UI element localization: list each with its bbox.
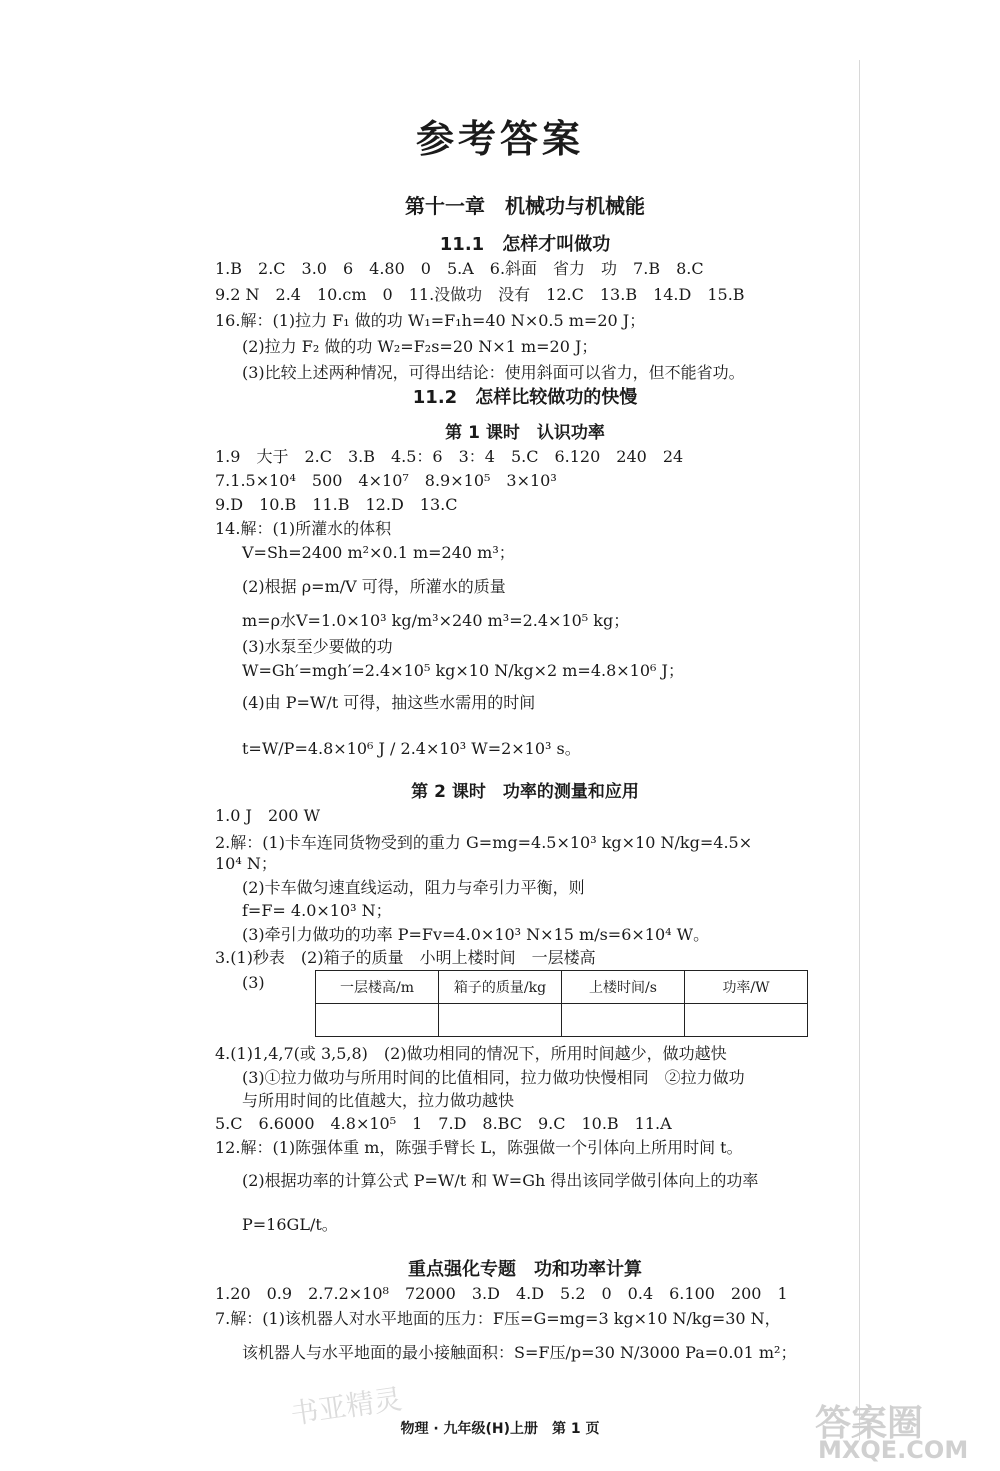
answer-line: 1.0 J 200 W — [215, 806, 321, 825]
page-title: 参考答案 — [415, 117, 584, 161]
lesson-heading-2: 第 2 课时 功率的测量和应用 — [411, 782, 639, 802]
section-heading-11-1: 11.1 怎样才叫做功 — [439, 234, 611, 255]
answer-line: (3)水泵至少要做的功 — [242, 637, 393, 656]
page-footer: 物理 · 九年级(H)上册 第 1 页 — [400, 1421, 600, 1437]
table-row — [316, 1004, 808, 1037]
answer-line: (3) — [242, 973, 265, 992]
answer-line: (3)①拉力做功与所用时间的比值相同，拉力做功快慢相同 ②拉力做功 — [242, 1068, 745, 1087]
answer-line: 5.C 6.6000 4.8×10⁵ 1 7.D 8.BC 9.C 10.B 11.A — [215, 1114, 672, 1133]
answer-line: 14.解：(1)所灌水的体积 — [215, 519, 392, 538]
answer-line: 与所用时间的比值越大，拉力做功越快 — [242, 1091, 515, 1110]
answer-line: (2)根据功率的计算公式 P=W/t 和 W=Gh 得出该同学做引体向上的功率 — [242, 1171, 759, 1190]
answer-line: 2.解：(1)卡车连同货物受到的重力 G=mg=4.5×10³ kg×10 N/kg=4.5× — [215, 833, 753, 852]
table-empty-cell — [316, 1004, 439, 1037]
watermark-left: 书亚精灵 — [288, 1382, 404, 1431]
answer-line: 3.(1)秒表 (2)箱子的质量 小明上楼时间 一层楼高 — [215, 948, 596, 967]
answer-line: 12.解：(1)陈强体重 m，陈强手臂长 L，陈强做一个引体向上所用时间 t。 — [215, 1138, 743, 1157]
answer-line: W=Gh′=mgh′=2.4×10⁵ kg×10 N/kg×2 m=4.8×10⁶ J； — [242, 661, 684, 680]
answer-line: 10⁴ N； — [215, 854, 277, 873]
lesson-heading-1: 第 1 课时 认识功率 — [445, 423, 605, 443]
table-header-cell: 上楼时间/s — [562, 971, 685, 1004]
answer-line: P=16GL/t。 — [242, 1215, 338, 1234]
answer-line: V=Sh=2400 m²×0.1 m=240 m³； — [242, 543, 515, 562]
table-empty-cell — [562, 1004, 685, 1037]
answer-line: (3)比较上述两种情况，可得出结论：使用斜面可以省力，但不能省功。 — [242, 363, 745, 382]
section-heading-11-2: 11.2 怎样比较做功的快慢 — [412, 387, 638, 408]
answer-line: 1.9 大于 2.C 3.B 4.5：6 3：4 5.C 6.120 240 24 — [215, 447, 684, 466]
answer-line: 1.20 0.9 2.7.2×10⁸ 72000 3.D 4.D 5.2 0 0.4 6.100 200 1 — [215, 1284, 788, 1303]
chapter-heading: 第十一章 机械功与机械能 — [405, 194, 645, 218]
answer-line: 16.解：(1)拉力 F₁ 做的功 W₁=F₁h=40 N×0.5 m=20 J； — [215, 311, 646, 330]
table-header-cell: 功率/W — [685, 971, 808, 1004]
answer-line: (2)卡车做匀速直线运动，阻力与牵引力平衡，则 — [242, 878, 585, 897]
answer-line: 7.解：(1)该机器人对水平地面的压力：F压=G=mg=3 kg×10 N/kg=30 N， — [215, 1309, 781, 1328]
answer-line: (3)牵引力做功的功率 P=Fv=4.0×10³ N×15 m/s=6×10⁴ W。 — [242, 925, 710, 944]
table-empty-cell — [685, 1004, 808, 1037]
answer-line: m=ρ水V=1.0×10³ kg/m³×240 m³=2.4×10⁵ kg； — [242, 611, 630, 630]
answer-table — [315, 970, 808, 1037]
answer-line: 该机器人与水平地面的最小接触面积：S=F压/p=30 N/3000 Pa=0.01 m²； — [242, 1343, 797, 1362]
table-header-cell: 箱子的质量/kg — [439, 971, 562, 1004]
answer-line: (4)由 P=W/t 可得，抽这些水需用的时间 — [242, 693, 536, 712]
section-heading-focus: 重点强化专题 功和功率计算 — [408, 1259, 642, 1280]
answer-line: 9.D 10.B 11.B 12.D 13.C — [215, 495, 458, 514]
table-empty-cell — [439, 1004, 562, 1037]
watermark-url: MXQE.COM — [818, 1436, 969, 1464]
table-header-row — [316, 971, 808, 1004]
answer-line: t=W/P=4.8×10⁶ J / 2.4×10³ W=2×10³ s。 — [242, 739, 581, 758]
table-header-cell: 一层楼高/m — [316, 971, 439, 1004]
answer-line: 1.B 2.C 3.0 6 4.80 0 5.A 6.斜面 省力 功 7.B 8.C — [215, 259, 704, 278]
answer-line: f=F= 4.0×10³ N； — [242, 901, 392, 920]
answer-line: (2)根据 ρ=m/V 可得，所灌水的质量 — [242, 577, 506, 596]
answer-line: 7.1.5×10⁴ 500 4×10⁷ 8.9×10⁵ 3×10³ — [215, 471, 557, 490]
answer-line: 9.2 N 2.4 10.cm 0 11.没做功 没有 12.C 13.B 14.D 15.B — [215, 285, 745, 304]
answer-line: 4.(1)1,4,7(或 3,5,8) (2)做功相同的情况下，所用时间越少，做功越快 — [215, 1044, 727, 1063]
watermark-logo: 答案圈 — [815, 1403, 924, 1444]
answer-line: (2)拉力 F₂ 做的功 W₂=F₂s=20 N×1 m=20 J； — [242, 337, 598, 356]
